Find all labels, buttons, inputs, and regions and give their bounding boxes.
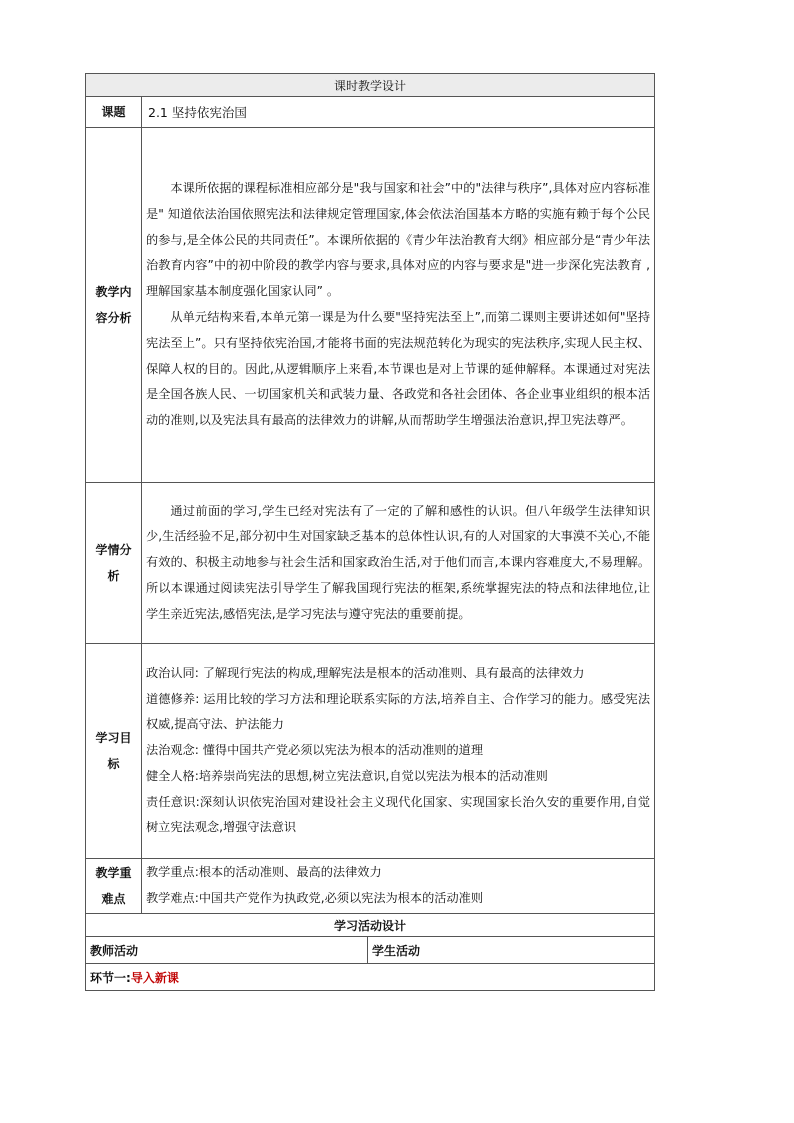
key-points-label-line2: 难点 xyxy=(101,892,126,906)
content-analysis-label-line1: 教学内 xyxy=(95,285,132,299)
lesson-plan-table xyxy=(85,73,655,991)
student-paragraph: 通过前面的学习,学生已经对宪法有了一定的了解和感性的认识。但八年级学生法律知识少,生活经验不足,部分初中生对国家缺乏基本的总体性认识,有的人对国家的大事漠不关心,不能有效的、积极主动地参与社会生活和国家政治生活,对于他们而言,本课内容难度大,不易理解。所以本课通过阅读宪法引导学生了解我国现行宪法的框架,系统掌握宪法的特点和法律地位,让学生亲近宪法,感悟宪法,是学习宪法与遵守宪法的重要前提。 xyxy=(146,503,651,621)
student-analysis-text xyxy=(142,483,655,644)
key-points-label xyxy=(86,859,142,914)
student-analysis-label-line2: 析 xyxy=(107,569,120,583)
learning-goals-text xyxy=(142,644,655,859)
student-activity-header: 学生活动 xyxy=(368,937,655,964)
learning-goals-label-line2: 标 xyxy=(107,757,120,771)
key-point-difficulty: 教学难点:中国共产党作为执政党,必须以宪法为根本的活动准则 xyxy=(146,891,484,905)
key-points-text xyxy=(142,859,655,914)
goal-item: 责任意识:深刻认识依宪治国对建设社会主义现代化国家、实现国家长治久安的重要作用,自觉树立宪法观念,增强守法意识 xyxy=(146,794,651,835)
content-analysis-text xyxy=(142,128,655,483)
subject-value: 2.1 坚持依宪治国 xyxy=(142,97,655,128)
goal-item: 健全人格:培养崇尚宪法的思想,树立宪法意识,自觉以宪法为根本的活动准则 xyxy=(146,768,548,783)
key-point-focus: 教学重点:根本的活动准则、最高的法律效力 xyxy=(146,865,382,880)
document-title: 课时教学设计 xyxy=(86,74,655,97)
content-paragraph-2: 从单元结构来看,本单元第一课是为什么要"坚持宪法至上”,而第二课则主要讲述如何"坚持宪法至上”。只有坚持依宪治国,才能将书面的宪法规范转化为现实的宪法秩序,实现人民主权、保障人权的目的。因此,从逻辑顺序上来看,本节课也是对上节课的延伸解释。本课通过对宪法是全国各族人民、一切国家机关和武装力量、各政党和各社会团体、各企业事业组织的根本活动的准则,以及宪法具有最高的法律效力的讲解,从而帮助学生增强法治意识,捍卫宪法尊严。 xyxy=(146,310,651,428)
goal-item: 道德修养: 运用比较的学习方法和理论联系实际的方法,培养自主、合作学习的能力。感受宪法权威,提高守法、护法能力 xyxy=(146,691,651,732)
teacher-activity-header: 教师活动 xyxy=(86,937,368,964)
content-analysis-label-line2: 容分析 xyxy=(95,311,132,325)
content-analysis-label xyxy=(86,128,142,483)
step-one-prefix: 环节一: xyxy=(90,970,131,985)
student-analysis-label-line1: 学情分 xyxy=(95,543,132,557)
learning-goals-label-line1: 学习目 xyxy=(95,731,132,745)
step-one-name: 导入新课 xyxy=(130,970,179,985)
learning-goals-label xyxy=(86,644,142,859)
goal-item: 法治观念: 懂得中国共产党必须以宪法为根本的活动准则的道理 xyxy=(146,743,484,758)
step-one-row xyxy=(86,964,655,991)
student-analysis-label xyxy=(86,483,142,644)
goal-item: 政治认同: 了解现行宪法的构成,理解宪法是根本的活动准则、具有最高的法律效力 xyxy=(146,665,585,680)
activity-design-title: 学习活动设计 xyxy=(86,914,655,937)
content-paragraph-1: 本课所依据的课程标准相应部分是"我与国家和社会”中的"法律与秩序”,具体对应内容标准是" 知道依法治国依照宪法和法律规定管理国家,体会依法治国基本方略的实施有赖于每个公民的参与,是全体公民的共同责任”。本课所依据的《青少年法治教育大纲》相应部分是“青少年法治教育内容”中的初中阶段的教学内容与要求,具体对应的内容与要求是"进一步深化宪法教育 ,理解国家基本制度强化国家认同” 。 xyxy=(146,181,651,299)
key-points-label-line1: 教学重 xyxy=(95,866,132,880)
subject-label: 课题 xyxy=(86,97,142,128)
